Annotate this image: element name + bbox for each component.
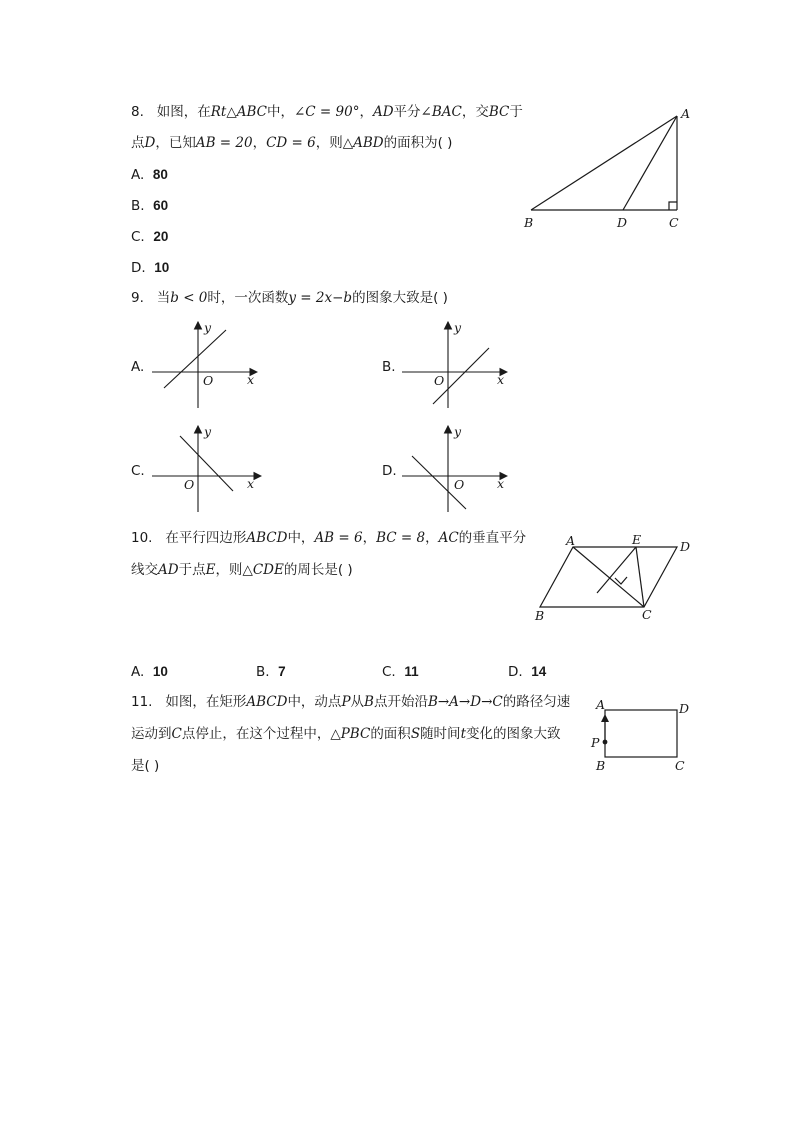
q10-label-e: E <box>632 532 642 547</box>
q9-graph-d-o: O <box>454 477 465 492</box>
q10-label-c: C <box>642 607 652 622</box>
q10-line2: 线交AD于点E，则△CDE的周长是( ) <box>131 562 353 578</box>
q9-graph-a-y: y <box>204 320 212 335</box>
q9-option-a-label[interactable]: A. <box>131 359 145 375</box>
q8-label-b: B <box>524 215 534 230</box>
q9-option-d-label[interactable]: D. <box>382 463 397 479</box>
q11-number: 11. <box>131 694 153 710</box>
q10-label-d: D <box>680 539 691 554</box>
q9-number: 9. <box>131 290 144 306</box>
q8-line2: 点D，已知AB = 20，CD = 6，则△ABD的面积为( ) <box>131 135 453 151</box>
q8-label-a: A <box>681 106 691 121</box>
q11-label-p: P <box>591 735 600 750</box>
q9-graph-b-x: x <box>497 372 505 387</box>
q9-option-c-label[interactable]: C. <box>131 463 145 479</box>
q10-option-b[interactable]: B. 7 <box>256 664 286 680</box>
q11-line3: 是( ) <box>131 758 160 774</box>
q11-label-a: A <box>596 697 606 712</box>
q9-graph-a-o: O <box>203 373 214 388</box>
q9-graph-a-x: x <box>247 372 255 387</box>
q9-graph-c-o: O <box>184 477 195 492</box>
q9-option-b-label[interactable]: B. <box>382 359 396 375</box>
q11-arrow-icon <box>601 714 609 722</box>
q9-graph-c-y: y <box>204 424 212 439</box>
q8-option-c[interactable]: C. 20 <box>131 229 169 245</box>
q9-graph-b-y: y <box>454 320 462 335</box>
q10-label-a: A <box>566 533 576 548</box>
q11-label-d: D <box>679 701 690 716</box>
q8-option-a[interactable]: A. 80 <box>131 167 168 183</box>
q8-number: 8. <box>131 104 144 120</box>
q9-graph-c-x: x <box>247 476 255 491</box>
q9-graph-d-x: x <box>497 476 505 491</box>
q10-option-a[interactable]: A. 10 <box>131 664 168 680</box>
q11-label-c: C <box>675 758 685 773</box>
q9-graph-d-y: y <box>454 424 462 439</box>
q10-label-b: B <box>535 608 545 623</box>
q8-option-d[interactable]: D. 10 <box>131 260 170 276</box>
q8-line1: 8. 如图，在Rt△ABC中，∠C = 90°，AD平分∠BAC，交BC于 <box>131 104 523 120</box>
q10-number: 10. <box>131 530 153 546</box>
q10-option-d[interactable]: D. 14 <box>508 664 547 680</box>
q11-line1: 11. 如图，在矩形ABCD中，动点P从B点开始沿B→A→D→C的路径匀速 <box>131 694 571 710</box>
q9-graph-b-o: O <box>434 373 445 388</box>
q11-point-p <box>603 740 608 745</box>
q8-label-d: D <box>617 215 628 230</box>
q11-label-b: B <box>596 758 606 773</box>
q8-option-b[interactable]: B. 60 <box>131 198 169 214</box>
q11-line2: 运动到C点停止，在这个过程中，△PBC的面积S随时间t变化的图象大致 <box>131 726 561 742</box>
q10-line1: 10. 在平行四边形ABCD中，AB = 6，BC = 8，AC的垂直平分 <box>131 530 527 546</box>
q8-label-c: C <box>669 215 679 230</box>
q10-option-c[interactable]: C. 11 <box>382 664 419 680</box>
q9-stem: 9. 当b < 0时，一次函数y = 2x−b的图象大致是( ) <box>131 290 448 306</box>
